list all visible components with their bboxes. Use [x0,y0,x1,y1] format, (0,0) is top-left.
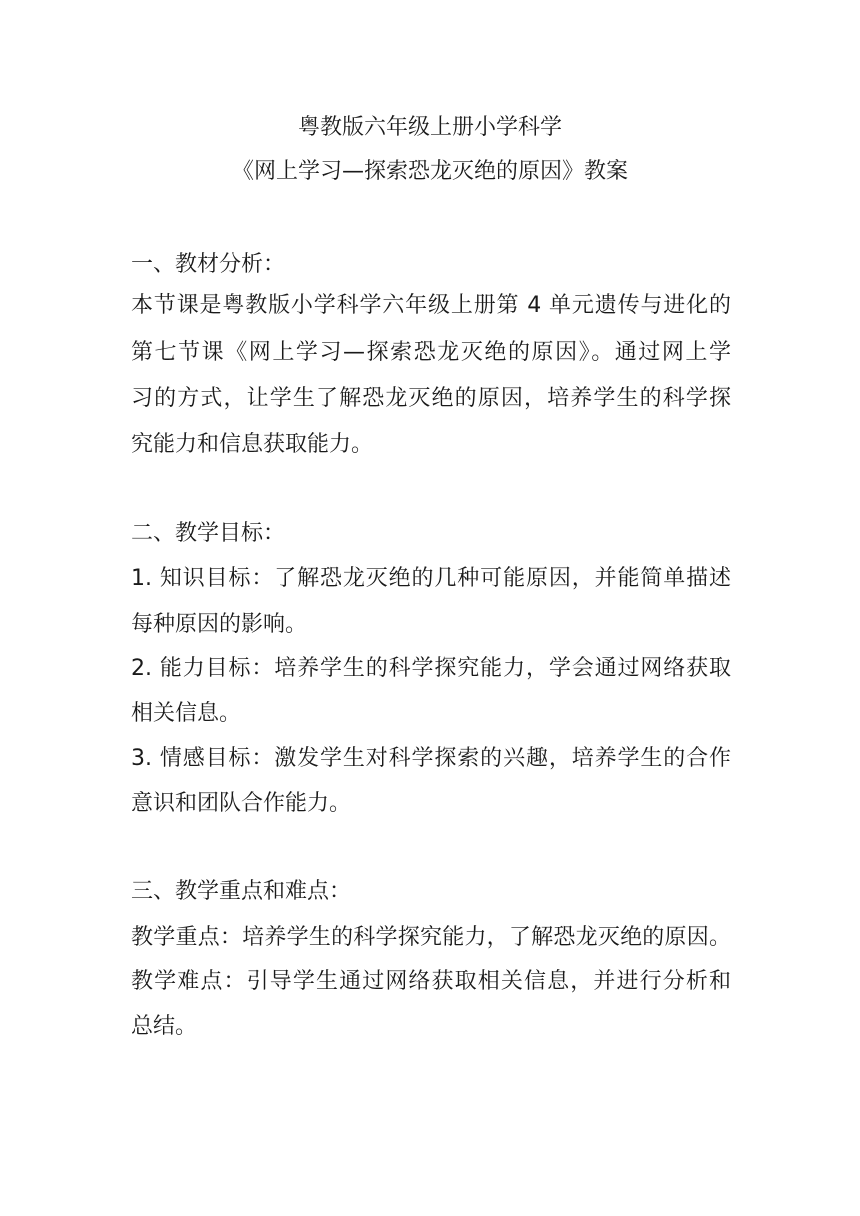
document-title-line2: 《网上学习—探索恐龙灭绝的原因》教案 [231,159,628,184]
section-heading: 一、教材分析： [131,252,286,277]
paragraph-line: 教学难点：引导学生通过网络获取相关信息，并进行分析和 [131,969,731,994]
paragraph-line: 教学重点：培养学生的科学探究能力，了解恐龙灭绝的原因。 [131,925,731,950]
list-item-line: 3. 情感目标：激发学生对科学探索的兴趣，培养学生的合作 [131,746,731,771]
paragraph-line: 第七节课《网上学习—探索恐龙灭绝的原因》。通过网上学 [131,340,731,365]
document-title-line1: 粤教版六年级上册小学科学 [297,115,562,140]
list-item-line: 1. 知识目标：了解恐龙灭绝的几种可能原因，并能简单描述 [131,566,731,591]
paragraph-line: 本节课是粤教版小学科学六年级上册第 4 单元遗传与进化的 [131,293,731,318]
list-item-line: 每种原因的影响。 [131,612,308,637]
paragraph-line: 总结。 [131,1014,198,1039]
paragraph-line: 究能力和信息获取能力。 [131,432,374,457]
list-item-line: 相关信息。 [131,701,242,726]
list-item-line: 2. 能力目标：培养学生的科学探究能力，学会通过网络获取 [131,656,731,681]
section-heading: 二、教学目标： [131,521,286,546]
paragraph-line: 习的方式，让学生了解恐龙灭绝的原因，培养学生的科学探 [131,386,731,411]
list-item-line: 意识和团队合作能力。 [131,791,352,816]
section-heading: 三、教学重点和难点： [131,879,352,904]
